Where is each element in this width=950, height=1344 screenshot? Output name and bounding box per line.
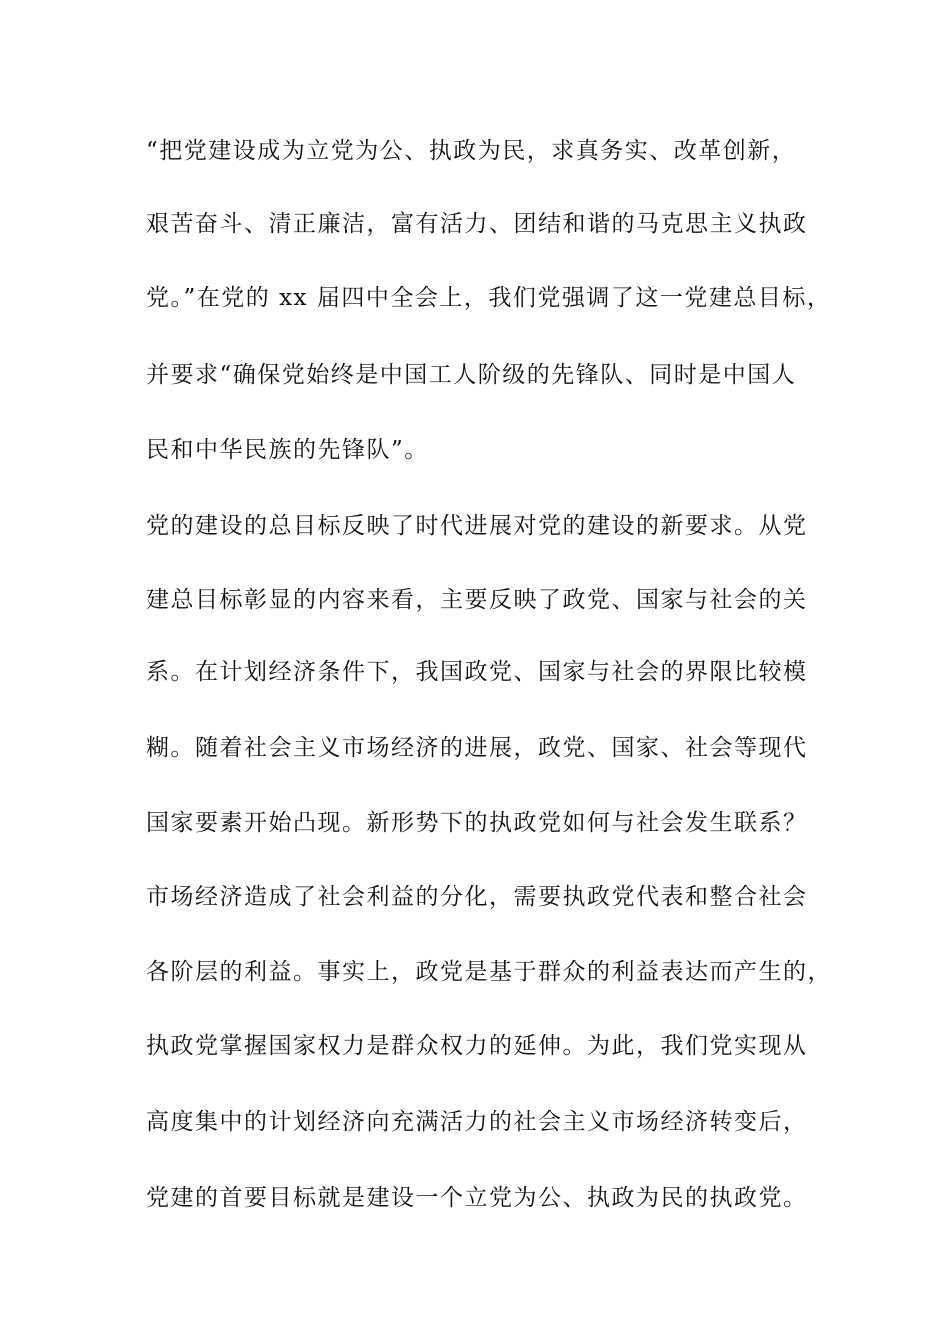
text-line: 国家要素开始凸现。新形势下的执政党如何与社会发生联系？ (146, 810, 808, 836)
text-line: 民和中华民族的先锋队”。 (146, 437, 429, 463)
text-line: 党。”在党的 xx 届四中全会上，我们党强调了这一党建总目标， (146, 285, 832, 311)
text-line: 艰苦奋斗、清正廉洁，富有活力、团结和谐的马克思主义执政 (146, 211, 808, 237)
text-line: 糊。随着社会主义市场经济的进展，政党、国家、社会等现代 (146, 735, 808, 761)
text-line: 市场经济造成了社会利益的分化，需要执政党代表和整合社会 (146, 884, 808, 910)
text-line: 党的建设的总目标反映了时代进展对党的建设的新要求。从党 (146, 513, 808, 539)
text-line: “把党建设成为立党为公、执政为民，求真务实、改革创新， (146, 138, 797, 164)
text-line: 高度集中的计划经济向充满活力的社会主义市场经济转变后， (146, 1109, 808, 1135)
text-line: 各阶层的利益。事实上，政党是基于群众的利益表达而产生的， (146, 959, 832, 985)
text-line: 执政党掌握国家权力是群众权力的延伸。为此，我们党实现从 (146, 1033, 808, 1059)
text-line: 并要求“确保党始终是中国工人阶级的先锋队、同时是中国人 (146, 362, 797, 388)
text-line: 党建的首要目标就是建设一个立党为公、执政为民的执政党。 (146, 1185, 808, 1211)
text-line: 系。在计划经济条件下，我国政党、国家与社会的界限比较模 (146, 659, 808, 685)
text-line: 建总目标彰显的内容来看，主要反映了政党、国家与社会的关 (146, 587, 808, 613)
